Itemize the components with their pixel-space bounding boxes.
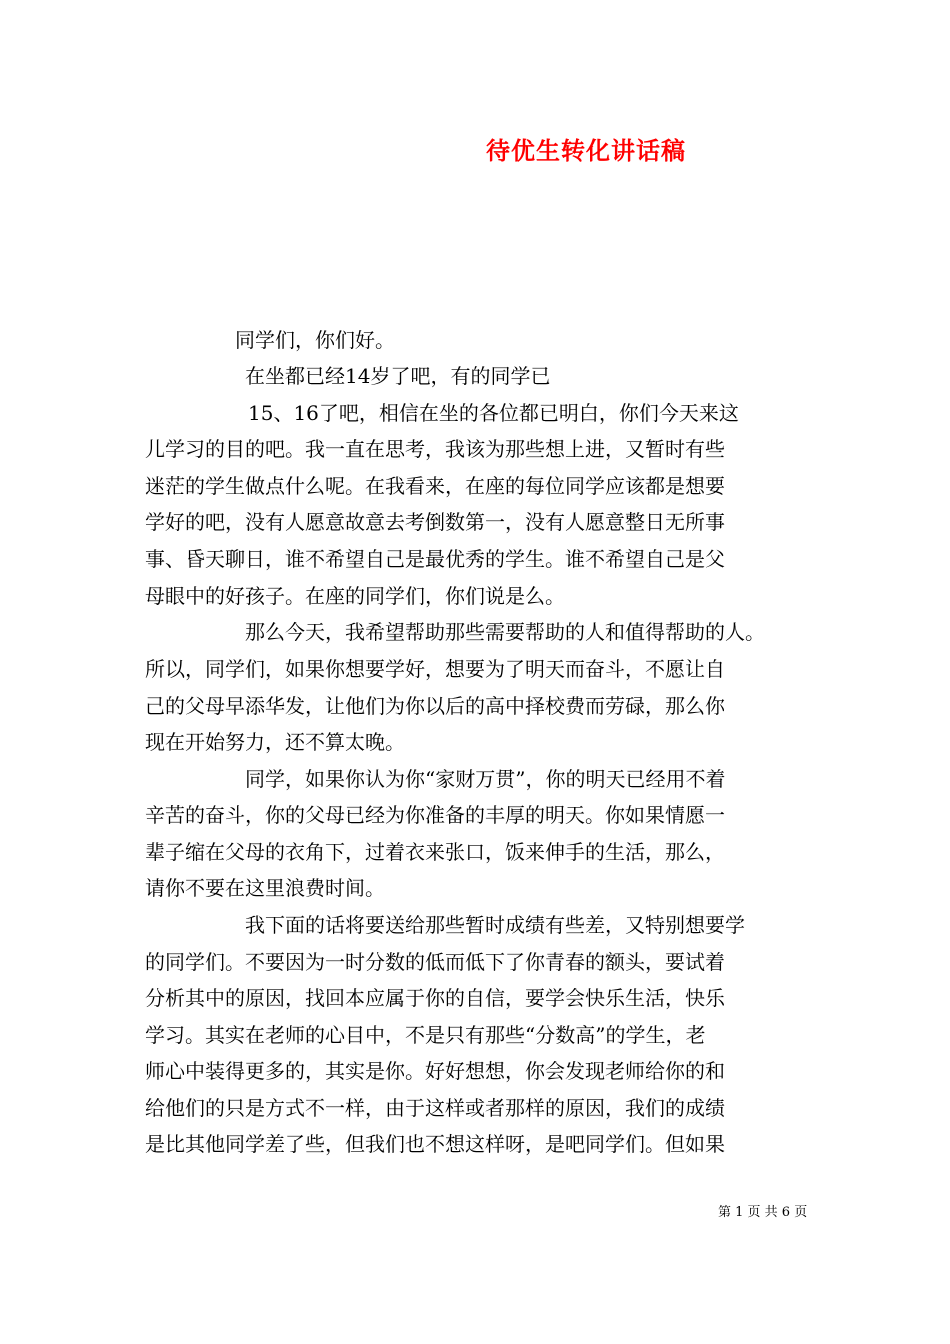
body-line: 学好的吧，没有人愿意故意去考倒数第一，没有人愿意整日无所事 bbox=[145, 510, 725, 534]
body-line: 那么今天，我希望帮助那些需要帮助的人和值得帮助的人。 bbox=[245, 620, 765, 644]
body-line: 请你不要在这里浪费时间。 bbox=[145, 876, 385, 900]
body-line: 15、16了吧，相信在坐的各位都已明白，你们今天来这 bbox=[248, 401, 739, 425]
body-line: 己的父母早添华发，让他们为你以后的高中择校费而劳碌，那么你 bbox=[145, 694, 725, 718]
body-line: 给他们的只是方式不一样，由于这样或者那样的原因，我们的成绩 bbox=[145, 1096, 725, 1120]
body-line: 我下面的话将要送给那些暂时成绩有些差，又特别想要学 bbox=[245, 913, 745, 937]
body-line: 所以，同学们，如果你想要学好，想要为了明天而奋斗，不愿让自 bbox=[145, 657, 725, 681]
body-line: 辈子缩在父母的衣角下，过着衣来张口，饭来伸手的生活，那么， bbox=[145, 840, 725, 864]
page-number: 第 1 页 共 6 页 bbox=[718, 1205, 808, 1220]
document-title: 待优生转化讲话稿 bbox=[486, 137, 686, 165]
body-line: 同学们，你们好。 bbox=[235, 328, 395, 352]
body-line: 是比其他同学差了些，但我们也不想这样呀，是吧同学们。但如果 bbox=[145, 1132, 725, 1156]
body-line: 学习。其实在老师的心目中，不是只有那些“分数高”的学生，老 bbox=[145, 1023, 706, 1047]
body-line: 儿学习的目的吧。我一直在思考，我该为那些想上进，又暂时有些 bbox=[145, 437, 725, 461]
body-line: 辛苦的奋斗，你的父母已经为你准备的丰厚的明天。你如果情愿一 bbox=[145, 803, 725, 827]
body-line: 师心中装得更多的，其实是你。好好想想，你会发现老师给你的和 bbox=[145, 1059, 725, 1083]
body-line: 的同学们。不要因为一时分数的低而低下了你青春的额头，要试着 bbox=[145, 950, 725, 974]
body-line: 现在开始努力，还不算太晚。 bbox=[145, 730, 405, 754]
body-line: 在坐都已经14岁了吧，有的同学已 bbox=[245, 364, 551, 388]
body-line: 事、昏天聊日，谁不希望自己是最优秀的学生。谁不希望自己是父 bbox=[145, 547, 725, 571]
body-line: 母眼中的好孩子。在座的同学们，你们说是么。 bbox=[145, 584, 565, 608]
body-line: 迷茫的学生做点什么呢。在我看来，在座的每位同学应该都是想要 bbox=[145, 474, 725, 498]
body-line: 分析其中的原因，找回本应属于你的自信，要学会快乐生活，快乐 bbox=[145, 986, 725, 1010]
body-line: 同学，如果你认为你“家财万贯”，你的明天已经用不着 bbox=[245, 767, 726, 791]
